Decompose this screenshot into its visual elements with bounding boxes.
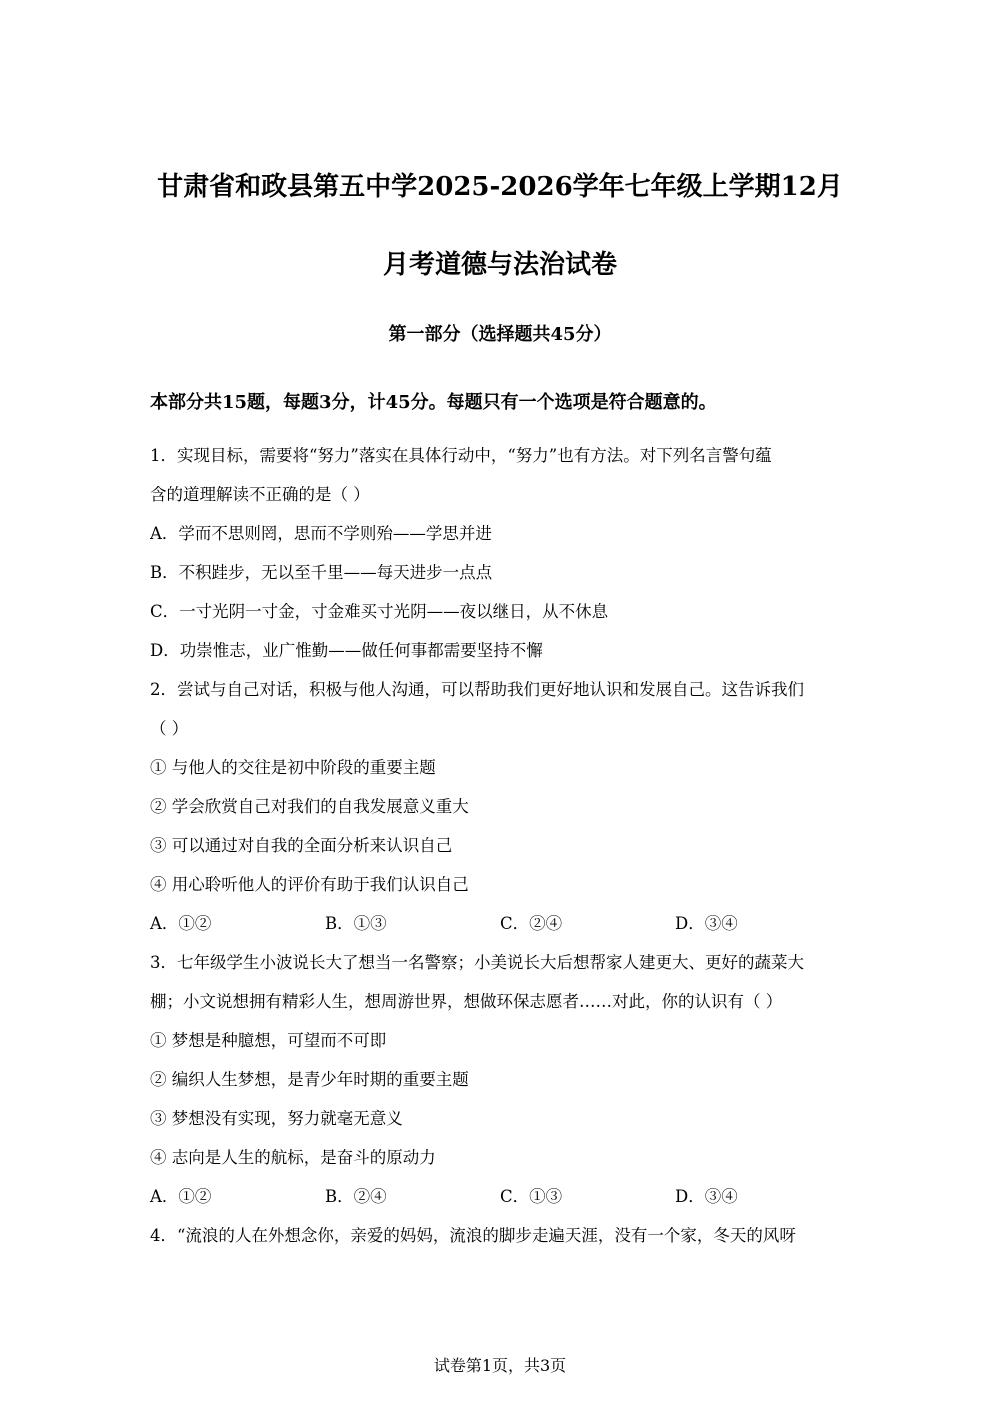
q3-item-3: ③ 梦想没有实现，努力就毫无意义	[150, 1109, 403, 1128]
q3-item-2: ② 编织人生梦想，是青少年时期的重要主题	[150, 1070, 469, 1089]
q3-stem-line2: 棚；小文说想拥有精彩人生，想周游世界，想做环保志愿者……对此，你的认识有（ ）	[150, 992, 783, 1011]
q1-stem-line2: 含的道理解读不正确的是（ ）	[150, 485, 370, 504]
q3-option-c: C．①③	[500, 1187, 563, 1206]
q1-option-c: C．一寸光阴一寸金，寸金难买寸光阴——夜以继日，从不休息	[150, 602, 609, 621]
exam-title-line2: 月考道德与法治试卷	[382, 250, 617, 280]
q2-option-d: D．③④	[675, 914, 738, 933]
q3-option-b: B．②④	[325, 1187, 387, 1206]
q2-option-c: C．②④	[500, 914, 563, 933]
q3-item-1: ① 梦想是种臆想，可望而不可即	[150, 1031, 387, 1050]
q1-option-a: A．学而不思则罔，思而不学则殆——学思并进	[150, 524, 492, 543]
section-instructions: 本部分共15题，每题3分，计45分。每题只有一个选项是符合题意的。	[150, 392, 717, 413]
q1-stem-line1: 1．实现目标，需要将“努力”落实在具体行动中，“努力”也有方法。对下列名言警句蕴	[150, 446, 772, 465]
q2-item-2: ② 学会欣赏自己对我们的自我发展意义重大	[150, 797, 469, 816]
q3-option-d: D．③④	[675, 1187, 738, 1206]
page-number-footer: 试卷第1页，共3页	[433, 1356, 567, 1375]
q2-stem-line2: （ ）	[150, 719, 189, 738]
q1-option-d: D．功崇惟志，业广惟勤——做任何事都需要坚持不懈	[150, 641, 543, 660]
q3-stem-line1: 3．七年级学生小波说长大了想当一名警察；小美说长大后想帮家人建更大、更好的蔬菜大	[150, 953, 804, 972]
q2-item-1: ① 与他人的交往是初中阶段的重要主题	[150, 758, 436, 777]
q2-item-4: ④ 用心聆听他人的评价有助于我们认识自己	[150, 875, 469, 894]
q2-option-b: B．①③	[325, 914, 387, 933]
q3-option-a: A．①②	[150, 1187, 212, 1206]
q3-item-4: ④ 志向是人生的航标，是奋斗的原动力	[150, 1148, 436, 1167]
section-title: 第一部分（选择题共45分）	[388, 324, 612, 345]
q2-item-3: ③ 可以通过对自我的全面分析来认识自己	[150, 836, 453, 855]
q2-stem-line1: 2．尝试与自己对话，积极与他人沟通，可以帮助我们更好地认识和发展自己。这告诉我们	[150, 680, 804, 699]
q4-stem-line1: 4．“流浪的人在外想念你，亲爱的妈妈，流浪的脚步走遍天涯，没有一个家，冬天的风呀	[150, 1226, 796, 1245]
q1-option-b: B．不积跬步，无以至千里——每天进步一点点	[150, 563, 493, 582]
exam-title-line1: 甘肃省和政县第五中学2025-2026学年七年级上学期12月	[157, 172, 843, 202]
q2-option-a: A．①②	[150, 914, 212, 933]
